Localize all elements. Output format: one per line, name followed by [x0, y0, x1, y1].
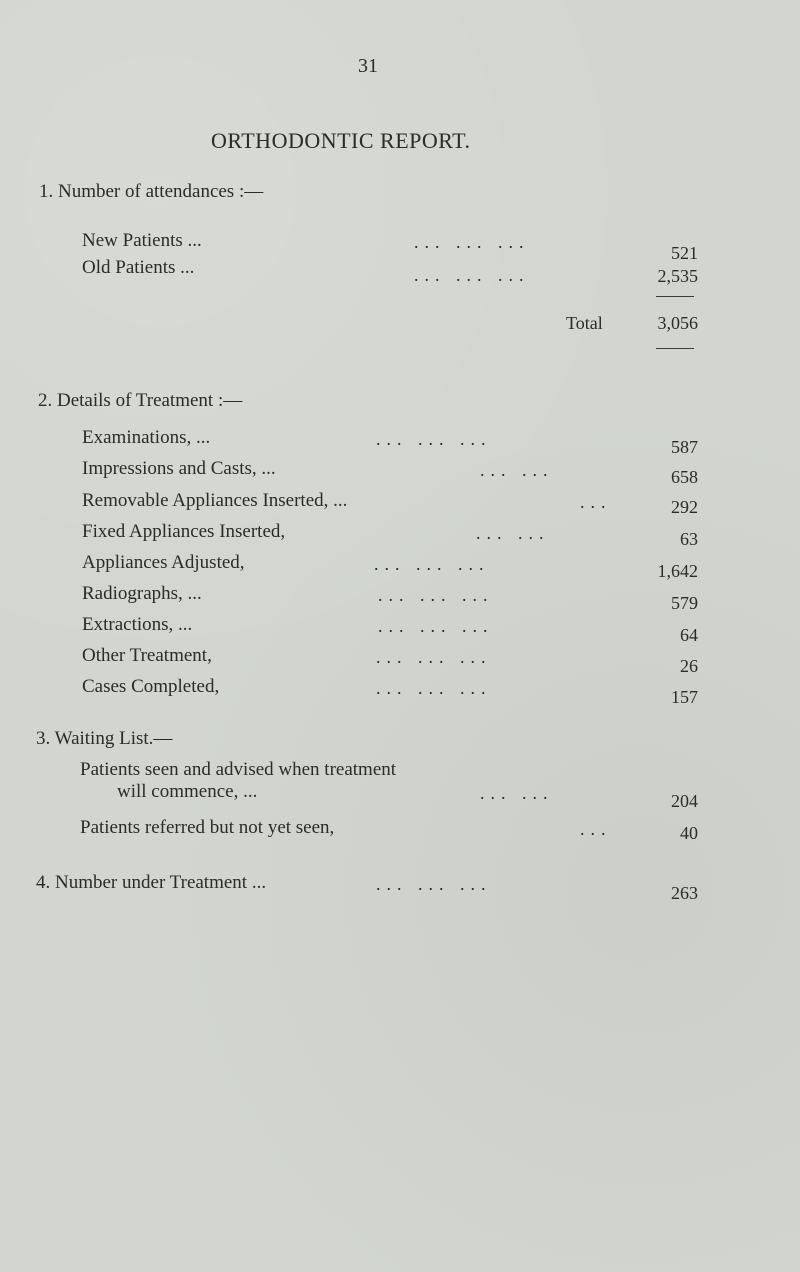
treatment-item-value: 579 [671, 593, 698, 613]
under-treatment-dots: ... ... ... [376, 874, 492, 894]
waiting-list-item-label: Patients referred but not yet seen, [80, 817, 335, 838]
treatment-item-dots: ... ... ... [378, 616, 494, 636]
treatment-item-value: 292 [671, 497, 698, 517]
treatment-heading: 2. Details of Treatment :— [38, 390, 243, 411]
treatment-item-label: Appliances Adjusted, [82, 552, 245, 573]
treatment-item-value: 1,642 [657, 561, 698, 581]
waiting-list-item-value: 204 [671, 791, 698, 811]
under-treatment-value: 263 [671, 883, 698, 903]
attendance-item-dots: ... ... ... [414, 265, 530, 285]
waiting-list-item-line: will commence, ... [117, 781, 258, 802]
treatment-item-value: 64 [680, 625, 698, 645]
treatment-item-label: Other Treatment, [82, 645, 212, 666]
treatment-item-label: Fixed Appliances Inserted, [82, 521, 286, 542]
attendance-item-label: New Patients ... [82, 230, 202, 251]
treatment-item-value: 26 [680, 656, 698, 676]
waiting-list-heading: 3. Waiting List.— [36, 728, 173, 749]
treatment-item-dots: ... ... ... [378, 585, 494, 605]
under-treatment-heading: 4. Number under Treatment ... [36, 872, 267, 893]
treatment-item-dots: ... ... ... [374, 554, 490, 574]
treatment-item-dots: ... [580, 492, 612, 512]
treatment-item-label: Extractions, ... [82, 614, 193, 635]
treatment-item-dots: ... ... ... [376, 678, 492, 698]
attendance-item-value: 521 [671, 243, 698, 263]
treatment-item-value: 63 [680, 529, 698, 549]
waiting-list-item-value: 40 [680, 823, 698, 843]
waiting-list-item-dots: ... ... [480, 783, 554, 803]
treatment-item-value: 587 [671, 437, 698, 457]
attendances-heading: 1. Number of attendances :— [39, 181, 264, 202]
total-lower-rule [656, 348, 694, 349]
treatment-item-dots: ... ... ... [376, 429, 492, 449]
treatment-item-value: 157 [671, 687, 698, 707]
attendance-item-label: Old Patients ... [82, 257, 195, 278]
attendance-item-dots: ... ... ... [414, 232, 530, 252]
treatment-item-label: Impressions and Casts, ... [82, 458, 276, 479]
treatment-item-dots: ... ... [480, 460, 554, 480]
treatment-item-label: Radiographs, ... [82, 583, 202, 604]
waiting-list-item-line: Patients seen and advised when treatment [80, 759, 397, 780]
treatment-item-dots: ... ... [476, 523, 550, 543]
treatment-item-label: Examinations, ... [82, 427, 211, 448]
total-upper-rule [656, 296, 694, 297]
page-number: 31 [358, 55, 378, 77]
treatment-item-value: 658 [671, 467, 698, 487]
report-title: ORTHODONTIC REPORT. [211, 128, 471, 153]
treatment-item-label: Cases Completed, [82, 676, 220, 697]
treatment-item-dots: ... ... ... [376, 647, 492, 667]
total-value: 3,056 [657, 313, 698, 333]
waiting-list-item-dots: ... [580, 819, 612, 839]
treatment-item-label: Removable Appliances Inserted, ... [82, 490, 348, 511]
total-label: Total [566, 313, 603, 333]
attendance-item-value: 2,535 [657, 266, 698, 286]
